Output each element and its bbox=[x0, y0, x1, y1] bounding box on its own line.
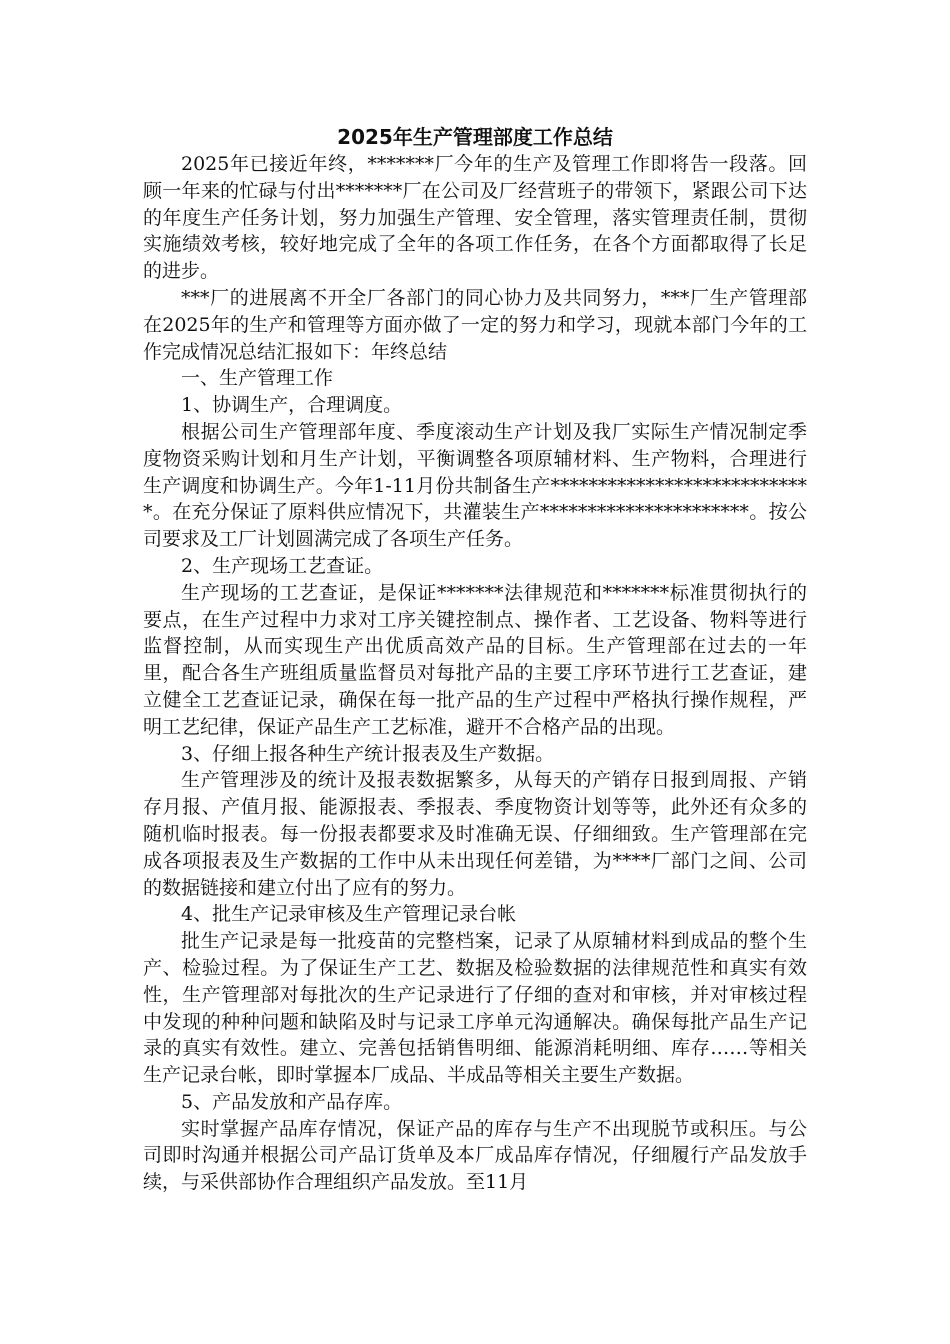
document-page bbox=[143, 123, 807, 1196]
section-heading: 4、批生产记录审核及生产管理记录台帐 bbox=[181, 903, 517, 926]
body-paragraph: 批生产记录是每一批疫苗的完整档案，记录了从原辅材料到成品的整个生产、检验过程。为了保证生产工艺、数据及检验数据的法律规范性和真实有效性，生产管理部对每批次的生产记录进行了仔细的查对和审核，并对审核过程中发现的种种问题和缺陷及时与记录工序单元沟通解决。确保每批产品生产记录的真实有效性。建立、完善包括销售明细、能源消耗明细、库存……等相关生产记录台帐，即时掌握本厂成品、半成品等相关主要生产数据。 bbox=[143, 930, 807, 1087]
section-heading: 一、生产管理工作 bbox=[181, 367, 334, 390]
section-heading: 3、仔细上报各种生产统计报表及生产数据。 bbox=[181, 742, 555, 765]
body-paragraph: ***厂的进展离不开全厂各部门的同心协力及共同努力，***厂生产管理部在2025年的生产和管理等方面亦做了一定的努力和学习，现就本部门今年的工作完成情况总结汇报如下：年终总结 bbox=[143, 286, 807, 363]
section-heading: 5、产品发放和产品存库。 bbox=[181, 1090, 403, 1113]
body-paragraph: 实时掌握产品库存情况，保证产品的库存与生产不出现脱节或积压。与公司即时沟通并根据公司产品订货单及本厂成品库存情况，仔细履行产品发放手续，与采供部协作合理组织产品发放。至11月 bbox=[143, 1117, 807, 1194]
document-body bbox=[143, 151, 807, 1196]
body-paragraph: 生产管理涉及的统计及报表数据繁多，从每天的产销存日报到周报、产销存月报、产值月报、能源报表、季报表、季度物资计划等等，此外还有众多的随机临时报表。每一份报表都要求及时准确无误、仔细细致。生产管理部在完成各项报表及生产数据的工作中从未出现任何差错，为****厂部门之间、公司的数据链接和建立付出了应有的努力。 bbox=[143, 769, 807, 899]
body-paragraph: 根据公司生产管理部年度、季度滚动生产计划及我厂实际生产情况制定季度物资采购计划和月生产计划，平衡调整各项原辅材料、生产物料，合理进行生产调度和协调生产。今年1-11月份共制备生产****************************。在充分保证了原料供应情况下，共灌装生产**********************。按公司要求及工厂计划圆满完成了各项生产任务。 bbox=[143, 420, 807, 551]
body-paragraph: 生产现场的工艺查证，是保证*******法律规范和*******标准贯彻执行的要点，在生产过程中力求对工序关键控制点、操作者、工艺设备、物料等进行监督控制，从而实现生产出优质高效产品的目标。生产管理部在过去的一年里，配合各生产班组质量监督员对每批产品的主要工序环节进行工艺查证，建立健全工艺查证记录，确保在每一批产品的生产过程中严格执行操作规程，严明工艺纪律，保证产品生产工艺标准，避开不合格产品的出现。 bbox=[143, 581, 807, 738]
document-title: 2025年生产管理部度工作总结 bbox=[337, 125, 613, 149]
section-heading: 2、生产现场工艺查证。 bbox=[181, 554, 384, 577]
section-heading: 1、协调生产，合理调度。 bbox=[181, 394, 403, 417]
body-paragraph: 2025年已接近年终，*******厂今年的生产及管理工作即将告一段落。回顾一年来的忙碌与付出*******厂在公司及厂经营班子的带领下，紧跟公司下达的年度生产任务计划，努力加强生产管理、安全管理，落实管理责任制，贯彻实施绩效考核，较好地完成了全年的各项工作任务，在各个方面都取得了长足的进步。 bbox=[143, 153, 807, 283]
